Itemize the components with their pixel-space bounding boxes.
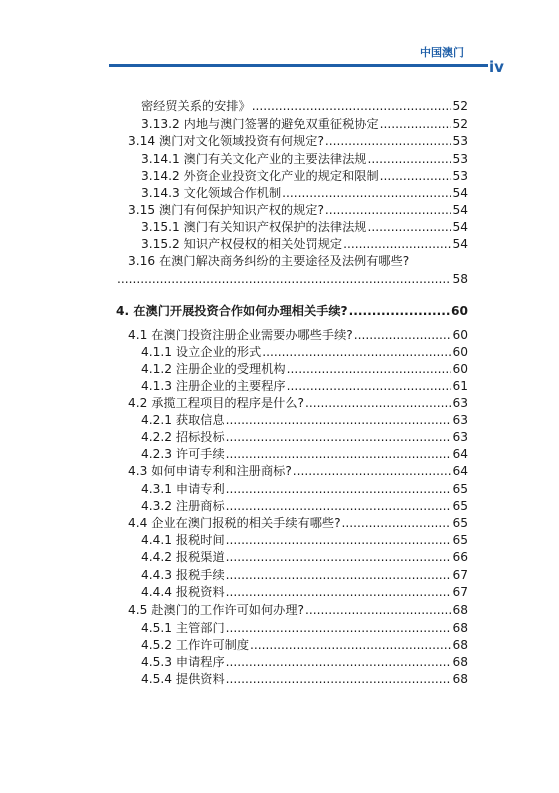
- toc-entry-title: 4.3 如何申请专利和注册商标?: [128, 464, 292, 478]
- toc-entry[interactable]: [141, 428, 468, 446]
- toc-dot-leader: [305, 394, 452, 412]
- toc-dot-leader: [226, 480, 452, 498]
- toc-entry[interactable]: [141, 218, 468, 236]
- toc-dot-leader: [262, 343, 451, 361]
- toc-entry-page: 66: [452, 550, 468, 564]
- toc-entry[interactable]: [141, 531, 468, 549]
- toc-entry-title: 4.4.1 报税时间: [141, 533, 225, 547]
- page-number: iv: [489, 58, 504, 76]
- toc-dot-leader: [226, 445, 452, 463]
- toc-entry[interactable]: [128, 201, 468, 219]
- toc-entry-title: 4.4.4 报税资料: [141, 585, 225, 599]
- toc-entry-page: 67: [452, 568, 468, 582]
- toc-entry[interactable]: [128, 132, 468, 150]
- toc-entry-page: 52: [452, 117, 468, 131]
- toc-dot-leader: [293, 462, 452, 480]
- toc-dot-leader: [226, 531, 452, 549]
- toc-entry-title: 4.1.2 注册企业的受理机构: [141, 362, 286, 376]
- toc-dot-leader: [367, 218, 451, 236]
- toc-entry[interactable]: [141, 670, 468, 688]
- toc-entry[interactable]: [141, 360, 468, 378]
- toc-entry-page: 65: [452, 516, 468, 530]
- toc-entry-title: 3.13.2 内地与澳门签署的避免双重征税协定: [141, 117, 379, 131]
- toc-entry[interactable]: [128, 326, 468, 344]
- toc-entry[interactable]: [141, 97, 468, 115]
- toc-entry[interactable]: [141, 497, 468, 515]
- toc-entry[interactable]: [141, 619, 468, 637]
- header-divider: [109, 64, 488, 67]
- toc-entry-page: 65: [452, 482, 468, 496]
- toc-entry[interactable]: [141, 566, 468, 584]
- toc-entry-page: 60: [452, 362, 468, 376]
- toc-entry-title: 3.15.1 澳门有关知识产权保护的法律法规: [141, 220, 367, 234]
- toc-entry-title: 4.2.3 许可手续: [141, 447, 225, 461]
- toc-entry-title: 4.5.1 主管部门: [141, 621, 225, 635]
- toc-entry-title: 4.5.2 工作许可制度: [141, 638, 250, 652]
- toc-entry[interactable]: [141, 377, 468, 395]
- toc-dot-leader: [226, 548, 452, 566]
- toc-entry[interactable]: [141, 343, 468, 361]
- toc-entry[interactable]: [141, 480, 468, 498]
- toc-entry-page: 65: [452, 533, 468, 547]
- header-title: 中国澳门: [420, 46, 464, 59]
- toc-entry-page: 67: [452, 585, 468, 599]
- toc-entry-page: 68: [452, 655, 468, 669]
- toc-dot-leader: [282, 184, 451, 202]
- toc-entry-page: 68: [452, 603, 468, 617]
- toc-entry-title: 3.15 澳门有何保护知识产权的规定?: [128, 203, 324, 217]
- toc-entry-title[interactable]: 3.16 在澳门解决商务纠纷的主要途径及法例有哪些?: [128, 254, 410, 268]
- toc-entry-page: 54: [452, 237, 468, 251]
- toc-dot-leader: [343, 235, 451, 253]
- toc-entry-title: 4.4.2 报税渠道: [141, 550, 225, 564]
- toc-entry-page: 53: [452, 152, 468, 166]
- toc-entry-page: 54: [452, 220, 468, 234]
- toc-entry-title: 4.5.3 申请程序: [141, 655, 225, 669]
- toc-dot-leader: [226, 497, 452, 515]
- toc-entry[interactable]: [141, 150, 468, 168]
- toc-entry-title: 4.2.2 招标投标: [141, 430, 225, 444]
- toc-entry-title: 4.5.4 提供资料: [141, 672, 225, 686]
- toc-entry-page: 60: [452, 345, 468, 359]
- toc-entry-title: 3.14.1 澳门有关文化产业的主要法律法规: [141, 152, 367, 166]
- toc-entry[interactable]: [141, 411, 468, 429]
- toc-entry-page: 68: [452, 638, 468, 652]
- toc-entry-title: 4.2.1 获取信息: [141, 413, 225, 427]
- toc-entry[interactable]: [141, 548, 468, 566]
- toc-entry[interactable]: [141, 184, 468, 202]
- toc-dot-leader: [226, 653, 452, 671]
- toc-entry-page: 61: [452, 379, 468, 393]
- toc-entry-page: 54: [452, 203, 468, 217]
- toc-entry-page: 68: [452, 672, 468, 686]
- toc-dot-leader: [380, 167, 452, 185]
- toc-entry-title: 4.1.3 注册企业的主要程序: [141, 379, 286, 393]
- toc-entry-title: 3.14 澳门对文化领域投资有何规定?: [128, 134, 324, 148]
- toc-dot-leader: [226, 583, 452, 601]
- toc-dot-leader: [226, 411, 452, 429]
- toc-entry-title: 4. 在澳门开展投资合作如何办理相关手续?: [116, 304, 348, 318]
- toc-entry-page: 64: [452, 447, 468, 461]
- toc-entry-page: 60: [451, 304, 468, 318]
- toc-entry-page: 53: [452, 169, 468, 183]
- toc-entry-title: 4.4 企业在澳门报税的相关手续有哪些?: [128, 516, 341, 530]
- toc-entry-page: 60: [452, 328, 468, 342]
- toc-dot-leader: [325, 201, 452, 219]
- toc-entry[interactable]: [128, 394, 468, 412]
- toc-dot-leader: [342, 514, 452, 532]
- toc-entry[interactable]: [141, 583, 468, 601]
- toc-entry-title: 3.15.2 知识产权侵权的相关处罚规定: [141, 237, 343, 251]
- toc-entry-title: 4.3.1 申请专利: [141, 482, 225, 496]
- toc-entry-title: 3.14.3 文化领域合作机制: [141, 186, 282, 200]
- toc-entry-title: 4.2 承揽工程项目的程序是什么?: [128, 396, 304, 410]
- toc-dot-leader: [380, 115, 452, 133]
- toc-entry[interactable]: [141, 445, 468, 463]
- toc-entry-page: 54: [452, 186, 468, 200]
- toc-dot-leader: [354, 326, 452, 344]
- toc-entry-title: 4.4.3 报税手续: [141, 568, 225, 582]
- toc-entry[interactable]: [141, 115, 468, 133]
- toc-entry[interactable]: [128, 514, 468, 532]
- toc-entry[interactable]: [128, 462, 468, 480]
- toc-entry-page: 52: [452, 99, 468, 113]
- toc-entry[interactable]: [128, 601, 468, 619]
- toc-entry-title: 4.5 赴澳门的工作许可如何办理?: [128, 603, 304, 617]
- toc-chapter-entry[interactable]: [116, 302, 468, 320]
- toc-entry[interactable]: [141, 653, 468, 671]
- toc-dot-leader: [226, 428, 452, 446]
- toc-entry-title: 4.3.2 注册商标: [141, 499, 225, 513]
- toc-dot-leader: [226, 619, 452, 637]
- toc-dot-leader: [250, 636, 451, 654]
- toc-entry-title: 3.14.2 外资企业投资文化产业的规定和限制: [141, 169, 379, 183]
- toc-entry[interactable]: [141, 235, 468, 253]
- toc-entry-page: 63: [452, 430, 468, 444]
- toc-entry-page: 68: [452, 621, 468, 635]
- toc-dot-leader: [287, 377, 452, 395]
- toc-dot-leader: [325, 132, 452, 150]
- toc-dot-leader: [252, 97, 452, 115]
- toc-dot-leader: [287, 360, 452, 378]
- toc-entry-page: 64: [452, 464, 468, 478]
- toc-entry-page: 58: [452, 272, 468, 286]
- toc-dot-leader: [305, 601, 452, 619]
- toc-entry-page: 65: [452, 499, 468, 513]
- toc-dot-leader: [367, 150, 451, 168]
- toc-dot-leader: [349, 302, 450, 320]
- toc-entry-title: 4.1.1 设立企业的形式: [141, 345, 262, 359]
- toc-entry[interactable]: [141, 636, 468, 654]
- toc-dot-leader: [226, 566, 452, 584]
- toc-entry-continuation[interactable]: [116, 270, 468, 288]
- toc-entry-title: 密经贸关系的安排》: [141, 99, 251, 113]
- toc-entry-page: 53: [452, 134, 468, 148]
- toc-dot-leader: [117, 270, 451, 288]
- toc-entry-page: 63: [452, 396, 468, 410]
- toc-dot-leader: [226, 670, 452, 688]
- toc-entry-page: 63: [452, 413, 468, 427]
- toc-entry[interactable]: [141, 167, 468, 185]
- toc-entry-title: 4.1 在澳门投资注册企业需要办哪些手续?: [128, 328, 353, 342]
